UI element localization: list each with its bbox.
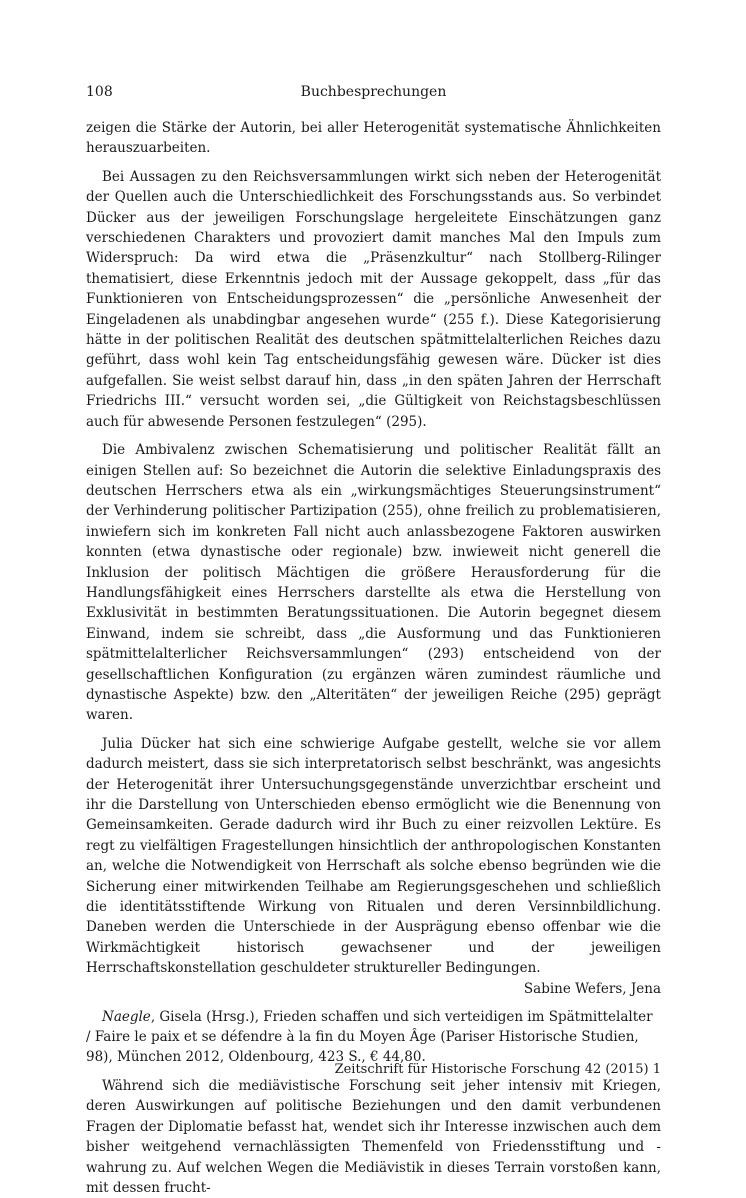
citation-author: Naegle [102, 1008, 151, 1025]
paragraph-reichsversammlungen: Bei Aussagen zu den Reichsversammlungen wirkt sich neben der Heterogenität der Quellen auch die Unterschiedlichkeit des Forschungsstands aus. So verbindet Dücker aus der jeweiligen Forschungslage hergeleitete Einschätzungen ganz verschiedenen Charakters und provoziert damit manches Mal den Impuls zum Widerspruch: Da wird etwa die „Präsenzkultur“ nach Stollberg-Rilinger thematisiert, diese Erkenntnis jedoch mit der Aussage gekoppelt, dass „für das Funktionieren von Entscheidungsprozessen“ die „persönliche Anwesenheit der Eingeladenen als unabdingbar angesehen wurde“ (255 f.). Diese Kategorisierung hätte in der politischen Realität des deutschen spätmittelalterlichen Reiches dazu geführt, dass wohl kein Tag entscheidungsfähig gewesen wäre. Dücker ist dies aufgefallen. Sie weist selbst darauf hin, dass „in den späten Jahren der Herrschaft Friedrichs III.“ versucht worden sei, „die Gültigkeit von Reichstagsbeschlüssen auch für abwesende Personen festzulegen“ (295). [86, 168, 661, 430]
page-header [86, 82, 661, 102]
running-head: Buchbesprechungen [300, 84, 447, 100]
article-body [86, 118, 661, 1198]
reviewer-signature: Sabine Wefers, Jena [523, 980, 661, 997]
page-number: 108 [86, 84, 113, 100]
book-citation [86, 1007, 661, 1068]
paragraph-ambivalenz: Die Ambivalenz zwischen Schematisierung und politischer Realität fällt an einigen Stellen auf: So bezeichnet die Autorin die selektive Einladungspraxis des deutschen Herrschers etwa als ein „wirkungsmächtiges Steuerungsinstrument“ der Verhinderung politischer Partizipation (255), ohne freilich zu problematisieren, inwiefern sich im konkreten Fall nicht auch anlassbezogene Faktoren auswirken konnten (etwa dynastische oder regionale) bzw. inwieweit nicht generell die Inklusion der politisch Mächtigen die größere Herausforderung für die Handlungsfähigkeit eines Herrschers darstellte als etwa die Herstellung von Exklusivität in bestimmten Beratungssituationen. Die Autorin begegnet diesem Einwand, indem sie schreibt, dass „die Ausformung und das Funktionieren spätmittelalterlicher Reichsversammlungen“ (293) entscheidend von der gesellschaftlichen Konfiguration (zu ergänzen wären zumindest räumliche und dynastische Aspekte) bzw. den „Alteritäten“ der jeweiligen Reiche (295) geprägt waren. [86, 442, 661, 724]
journal-footer: Zeitschrift für Historische Forschung 42 (2015) 1 [334, 1062, 661, 1077]
paragraph-conclusion: Julia Dücker hat sich eine schwierige Aufgabe gestellt, welche sie vor allem dadurch meistert, dass sie sich interpretatorisch selbst beschränkt, was angesichts der Heterogenität ihrer Untersuchungsgegenstände unverzichtbar erscheint und ihr die Darstellung von Unterschieden ebenso ermöglicht wie die Benennung von Gemeinsamkeiten. Gerade dadurch wird ihr Buch zu einer reizvollen Lektüre. Es regt zu vielfältigen Fragestellungen hinsichtlich der anthropologischen Konstanten an, welche die Notwendigkeit von Herrschaft als solche ebenso begründen wie die Sicherung einer mitwirkenden Teilhabe am Regierungsgeschehen und schließlich die identitätsstiftende Wirkung von Ritualen und deren Versinnbildlichung. Daneben werden die Unterschiede in der Ausprägung ebenso offenbar wie die Wirkmächtigkeit historisch gewachsener und der jeweiligen Herrschaftskonstellation geschuldeter struktureller Bedingungen. [86, 735, 661, 977]
citation-details: , Gisela (Hrsg.), Frieden schaffen und sich verteidigen im Spätmittelalter / Faire le paix et se défendre à la fin du Moyen Âge (Pariser Historische Studien, 98), München 2012, Oldenbourg, 423 S., € 44,80. [86, 1008, 653, 1066]
paragraph-next-review: Während sich die mediävistische Forschung seit jeher intensiv mit Kriegen, deren Auswirkungen auf politische Beziehungen und den damit verbundenen Fragen der Diplomatie befasst hat, wendet sich ihr Interesse inzwischen auch dem bisher weitgehend vernachlässigten Themenfeld von Friedensstiftung und -wahrung zu. Auf welchen Wegen die Mediävistik in dieses Terrain vorstoßen kann, mit dessen frucht- [86, 1077, 661, 1196]
paragraph-continuation: zeigen die Stärke der Autorin, bei aller Heterogenität systematische Ähnlichkeiten herauszuarbeiten. [86, 120, 661, 157]
